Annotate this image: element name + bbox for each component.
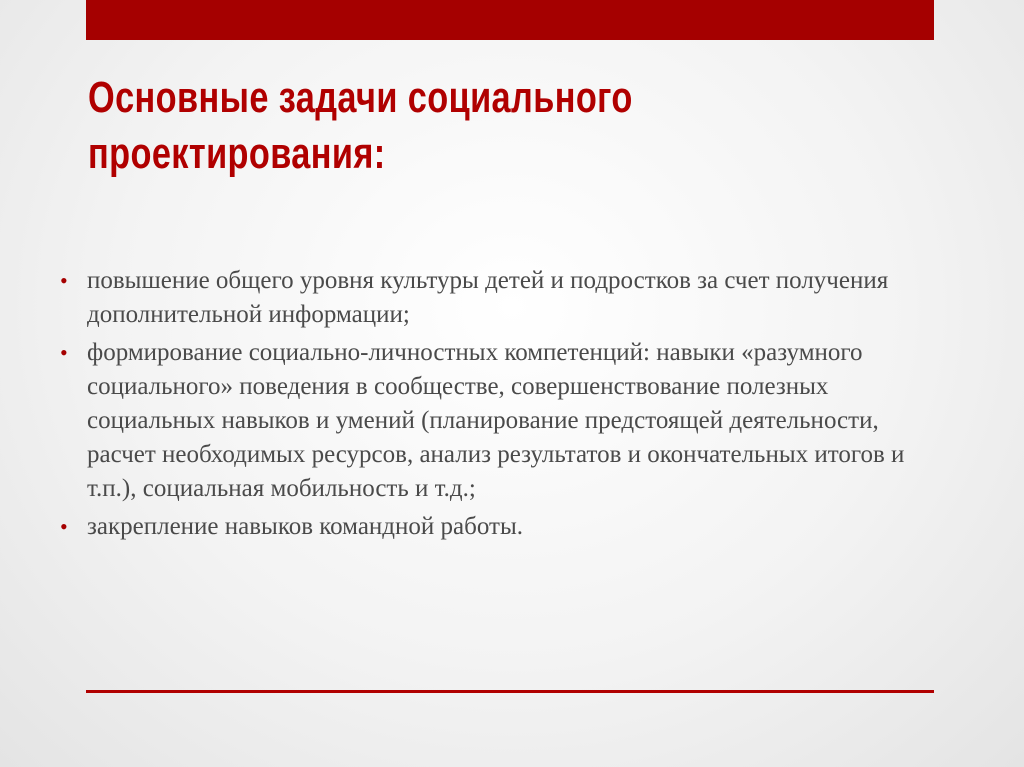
- list-item-text: закрепление навыков командной работы.: [87, 513, 523, 540]
- slide-title-line-1: Основные задачи социального: [88, 73, 633, 122]
- list-item: [60, 336, 950, 506]
- list-item: [60, 264, 950, 332]
- list-item-text: формирование социально-личностных компетенций: навыки «разумного социального» поведения в сообществе, совершенствование полезных социальных навыков и умений (планирование предстоящей деятельности, расчет необходимых ресурсов, анализ результатов и окончательных итогов и т.п.), социальная мобильность и т.д.;: [87, 339, 905, 502]
- list-item: [60, 510, 950, 544]
- bullet-list: [60, 264, 950, 548]
- bullet-icon: •: [60, 268, 68, 293]
- bullet-icon: •: [60, 514, 68, 539]
- slide-title-line-2: проектирования:: [88, 129, 386, 178]
- list-item-text: повышение общего уровня культуры детей и подростков за счет получения дополнительной информации;: [87, 267, 889, 328]
- bottom-divider-line: [86, 690, 934, 693]
- slide-title: [88, 70, 759, 182]
- bullet-icon: •: [60, 340, 68, 365]
- top-accent-bar: [86, 0, 934, 40]
